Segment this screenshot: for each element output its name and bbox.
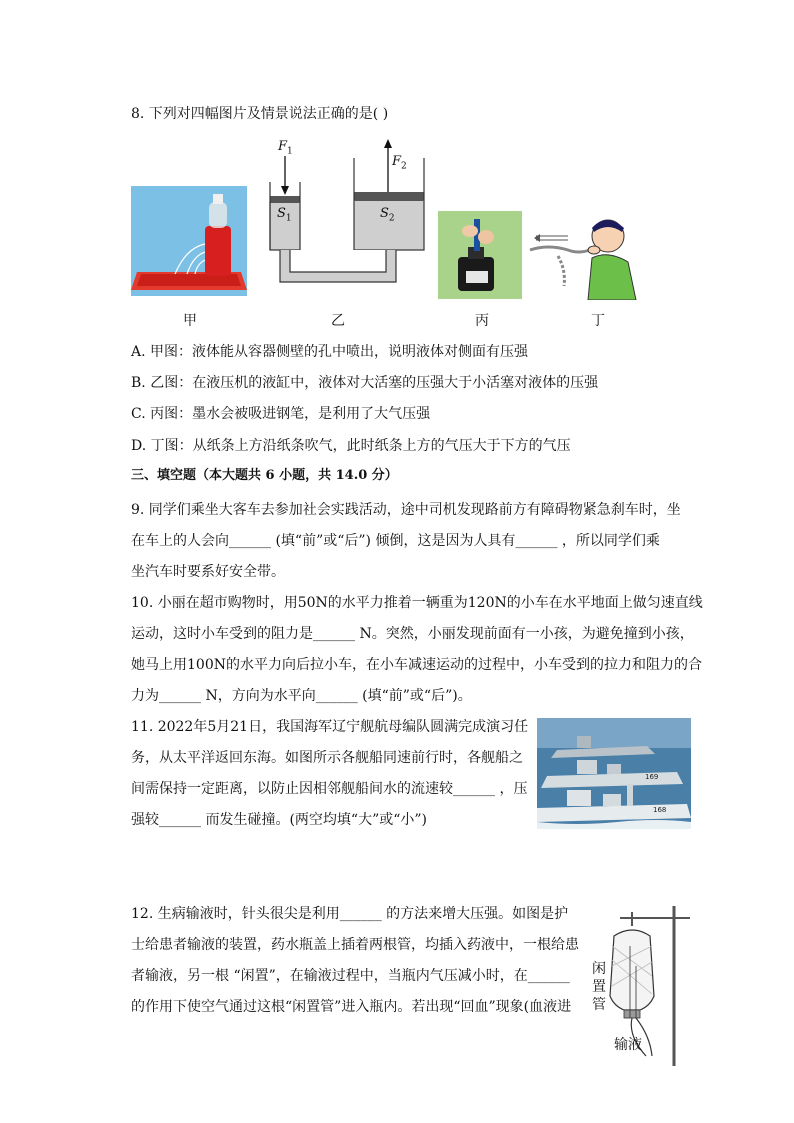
s1-label: $S_1$ [277,206,292,224]
ship-number-168: 168 [653,806,667,814]
q8-option-c: C. 丙图：墨水会被吸进钢笔，是利用了大气压强 [131,406,431,422]
iv-label-idle-1: 闲 [592,961,606,977]
ship-number-169: 169 [645,773,659,781]
q8-stem: 8. 下列对四幅图片及情景说法正确的是( ) [131,106,389,122]
q9-line-2: 在车上的人会向______ (填“前”或“后”) 倾倒，这是因为人具有______ ，所以同学们乘 [131,533,660,549]
q8-option-b: B. 乙图：在液压机的液缸中，液体对大活塞的压强大于小活塞对液体的压强 [131,375,599,391]
q8-option-d: D. 丁图：从纸条上方沿纸条吹气，此时纸条上方的气压大于下方的气压 [131,438,571,454]
q10-line-1: 10. 小丽在超市购物时，用50N的水平力推着一辆重为120N的小车在水平地面上做匀速直线 [131,595,703,611]
section-3-header: 三、填空题（本大题共 6 小题，共 14.0 分） [131,468,398,483]
q12-line-3: 者输液，另一根 “闲置”，在输液过程中，当瓶内气压减小时，在______ [131,968,570,984]
figure-bing-ink-image [438,211,522,299]
q8-option-a: A. 甲图：液体能从容器侧壁的孔中喷出，说明液体对侧面有压强 [131,344,529,360]
q12-line-4: 的作用下使空气通过这根“闲置管”进入瓶内。若出现“回血”现象(血液进 [131,999,572,1015]
q10-line-3: 她马上用100N的水平力向后拉小车，在小车减速运动的过程中，小车受到的拉力和阻力的合 [131,657,702,673]
figure-label-yi: 乙 [331,313,345,329]
figure-label-ding: 丁 [591,313,605,329]
figure-label-bing: 丙 [475,313,489,329]
q9-line-3: 坐汽车时要系好安全带。 [131,564,285,580]
figure-jia-image [131,186,247,296]
q11-line-4: 强较______ 而发生碰撞。(两空均填“大”或“小”) [131,812,428,828]
q11-line-3: 间需保持一定距离，以防止因相邻舰船间水的流速较______ ，压 [131,781,528,797]
iv-label-idle-2: 置 [592,979,606,995]
q9-line-1: 9. 同学们乘坐大客车去参加社会实践活动，途中司机发现路前方有障碍物紧急刹车时，坐 [131,502,681,518]
q10-line-2: 运动，这时小车受到的阻力是______ N。突然，小丽发现前面有一小孩，为避免撞到小孩， [131,626,694,642]
f1-label: $F_1$ [278,139,293,157]
figure-yi-hydraulic-press [262,134,437,294]
s2-label: $S_2$ [380,206,395,224]
q10-line-4: 力为______ N，方向为水平向______ (填“前”或“后”)。 [131,688,472,704]
f2-label: $F_2$ [392,154,407,172]
q12-line-1: 12. 生病输液时，针头很尖是利用______ 的方法来增大压强。如图是护 [131,906,569,922]
figure-warships-photo [537,718,691,829]
iv-label-idle-3: 管 [592,997,606,1013]
figure-iv-drip [590,906,700,1066]
iv-label-infuse: 输液 [614,1037,642,1053]
q12-line-2: 士给患者输液的装置，药水瓶盖上插着两根管，均插入药液中，一根给患 [131,937,579,953]
figure-ding-boy-blowing [528,210,640,300]
q11-line-1: 11. 2022年5月21日，我国海军辽宁舰航母编队圆满完成演习任 [131,719,529,735]
q11-line-2: 务，从太平洋返回东海。如图所示各舰船同速前行时，各舰船之 [131,750,523,766]
figure-label-jia: 甲 [183,313,197,329]
